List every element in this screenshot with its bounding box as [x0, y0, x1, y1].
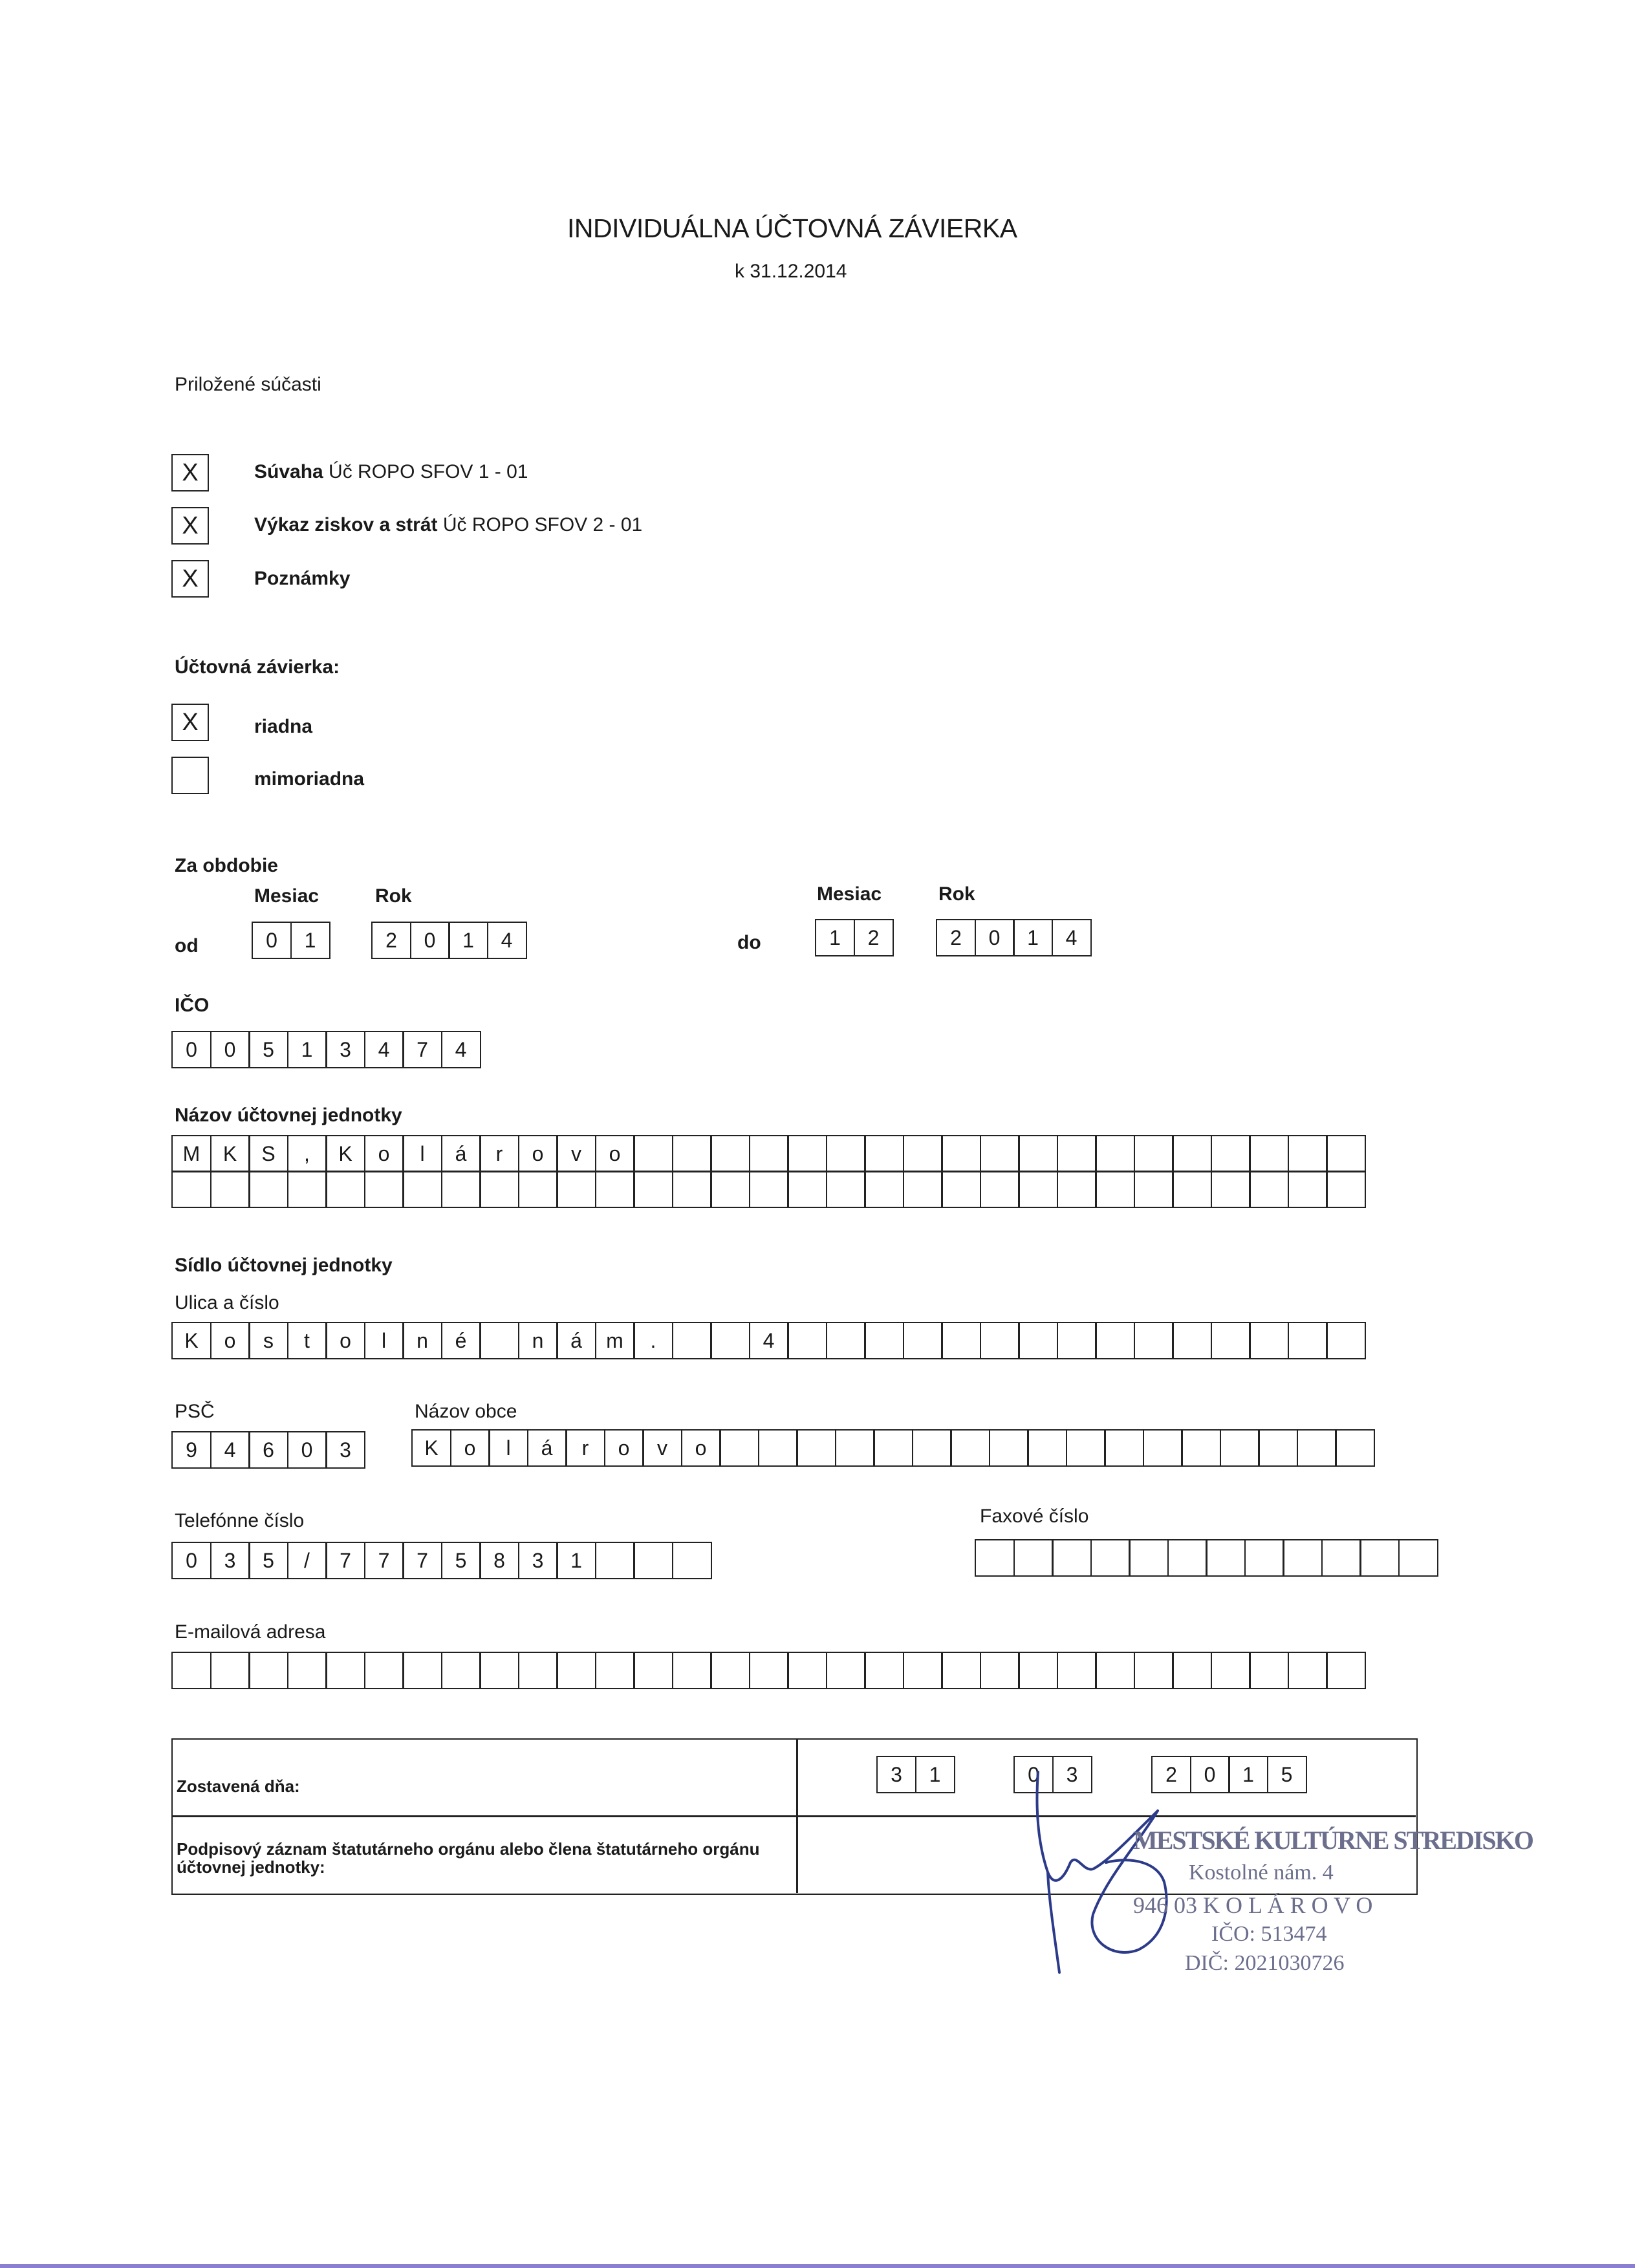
- char-cell: 0: [171, 1542, 211, 1579]
- char-cell: 7: [325, 1542, 365, 1579]
- fax-label: Faxové číslo: [980, 1506, 1089, 1527]
- char-cell: m: [595, 1322, 635, 1359]
- char-cell: [1244, 1539, 1284, 1577]
- char-cell: l: [364, 1322, 404, 1359]
- entity-name-row2[interactable]: [171, 1171, 1366, 1208]
- char-cell: [1321, 1539, 1361, 1577]
- char-cell: [441, 1171, 481, 1208]
- char-cell: á: [527, 1429, 567, 1467]
- char-cell: r: [479, 1135, 519, 1172]
- char-cell: [710, 1322, 750, 1359]
- attachment-label-suvaha: Súvaha Úč ROPO SFOV 1 - 01: [254, 461, 528, 482]
- char-cell: [1134, 1322, 1174, 1359]
- char-cell: [1326, 1135, 1366, 1172]
- closing-checkbox-extraordinary[interactable]: [171, 757, 209, 794]
- char-cell: [864, 1322, 904, 1359]
- char-cell: [171, 1652, 211, 1689]
- from-year-field[interactable]: [371, 922, 527, 959]
- char-cell: 1: [815, 919, 855, 956]
- char-cell: [787, 1135, 827, 1172]
- char-cell: [975, 1539, 1015, 1577]
- char-cell: [402, 1171, 442, 1208]
- document-title: INDIVIDUÁLNA ÚČTOVNÁ ZÁVIERKA: [567, 213, 1017, 243]
- char-cell: [1013, 1539, 1054, 1577]
- handwritten-signature: [1009, 1766, 1190, 1979]
- char-cell: 1: [1013, 919, 1053, 956]
- char-cell: [826, 1322, 866, 1359]
- char-cell: [1181, 1429, 1221, 1467]
- ico-field[interactable]: [171, 1031, 481, 1068]
- char-cell: [1129, 1539, 1169, 1577]
- char-cell: 8: [479, 1542, 519, 1579]
- char-cell: [1052, 1539, 1092, 1577]
- stamp-line-ico: IČO: 513474: [1211, 1922, 1327, 1946]
- char-cell: 0: [410, 922, 450, 959]
- char-cell: [1172, 1322, 1212, 1359]
- attachment-label-poznamky: Poznámky: [254, 568, 351, 589]
- char-cell: 5: [248, 1542, 288, 1579]
- char-cell: [787, 1171, 827, 1208]
- char-cell: [325, 1652, 365, 1689]
- char-cell: [787, 1322, 827, 1359]
- psc-label: PSČ: [175, 1401, 215, 1422]
- psc-field[interactable]: [171, 1431, 365, 1469]
- char-cell: [1211, 1652, 1251, 1689]
- char-cell: [1167, 1539, 1207, 1577]
- char-cell: r: [565, 1429, 605, 1467]
- char-cell: [595, 1652, 635, 1689]
- attachment-checkbox-poznamky[interactable]: X: [171, 560, 209, 598]
- char-cell: [787, 1652, 827, 1689]
- char-cell: 3: [1052, 1756, 1092, 1793]
- char-cell: [903, 1652, 943, 1689]
- attachments-label: Priložené súčasti: [175, 374, 321, 395]
- char-cell: 2: [1151, 1756, 1191, 1793]
- char-cell: o: [518, 1135, 558, 1172]
- char-cell: [1018, 1322, 1058, 1359]
- char-cell: o: [325, 1322, 365, 1359]
- char-cell: 0: [210, 1031, 250, 1068]
- char-cell: o: [604, 1429, 644, 1467]
- char-cell: o: [210, 1322, 250, 1359]
- compiled-day-field[interactable]: [876, 1756, 955, 1793]
- char-cell: 2: [371, 922, 411, 959]
- char-cell: [950, 1429, 990, 1467]
- char-cell: [1211, 1171, 1251, 1208]
- char-cell: 2: [936, 919, 976, 956]
- char-cell: [1095, 1135, 1135, 1172]
- char-cell: [364, 1652, 404, 1689]
- char-cell: o: [364, 1135, 404, 1172]
- entity-name-label: Názov účtovnej jednotky: [175, 1105, 402, 1126]
- stamp-line-dic: DIČ: 2021030726: [1185, 1951, 1345, 1975]
- char-cell: l: [402, 1135, 442, 1172]
- char-cell: 0: [1190, 1756, 1230, 1793]
- char-cell: [287, 1171, 327, 1208]
- char-cell: á: [441, 1135, 481, 1172]
- email-field[interactable]: [171, 1652, 1366, 1689]
- char-cell: [1359, 1539, 1400, 1577]
- char-cell: [941, 1171, 981, 1208]
- phone-label: Telefónne číslo: [175, 1510, 305, 1531]
- to-label: do: [737, 932, 761, 953]
- char-cell: [1211, 1322, 1251, 1359]
- char-cell: 4: [441, 1031, 481, 1068]
- char-cell: [1172, 1171, 1212, 1208]
- char-cell: o: [681, 1429, 721, 1467]
- char-cell: 4: [364, 1031, 404, 1068]
- char-cell: 4: [1052, 919, 1092, 956]
- char-cell: [989, 1429, 1029, 1467]
- char-cell: [210, 1652, 250, 1689]
- char-cell: K: [325, 1135, 365, 1172]
- char-cell: [749, 1135, 789, 1172]
- char-cell: K: [171, 1322, 211, 1359]
- char-cell: 7: [402, 1542, 442, 1579]
- char-cell: [835, 1429, 875, 1467]
- seat-label: Sídlo účtovnej jednotky: [175, 1255, 393, 1276]
- char-cell: [1172, 1652, 1212, 1689]
- char-cell: [1104, 1429, 1144, 1467]
- char-cell: 0: [252, 922, 292, 959]
- attachment-checkbox-suvaha[interactable]: X: [171, 454, 209, 491]
- char-cell: 3: [210, 1542, 250, 1579]
- fax-field[interactable]: [975, 1539, 1438, 1577]
- char-cell: [672, 1135, 712, 1172]
- char-cell: [826, 1171, 866, 1208]
- to-month-label: Mesiac: [817, 883, 882, 905]
- char-cell: ,: [287, 1135, 327, 1172]
- char-cell: 1: [287, 1031, 327, 1068]
- char-cell: [518, 1652, 558, 1689]
- char-cell: 5: [1267, 1756, 1307, 1793]
- email-label: E-mailová adresa: [175, 1621, 326, 1643]
- char-cell: [248, 1652, 288, 1689]
- char-cell: s: [248, 1322, 288, 1359]
- scan-edge: [0, 2264, 1635, 2268]
- char-cell: [1398, 1539, 1438, 1577]
- char-cell: o: [595, 1135, 635, 1172]
- char-cell: [941, 1135, 981, 1172]
- closing-option-extraordinary: mimoriadna: [254, 768, 365, 790]
- char-cell: t: [287, 1322, 327, 1359]
- char-cell: [980, 1652, 1020, 1689]
- char-cell: [710, 1171, 750, 1208]
- char-cell: é: [441, 1322, 481, 1359]
- char-cell: [1134, 1652, 1174, 1689]
- char-cell: [1134, 1171, 1174, 1208]
- char-cell: [672, 1652, 712, 1689]
- to-year-label: Rok: [938, 883, 975, 905]
- char-cell: [1206, 1539, 1246, 1577]
- char-cell: [633, 1171, 673, 1208]
- char-cell: .: [633, 1322, 673, 1359]
- char-cell: [1057, 1322, 1097, 1359]
- from-month-label: Mesiac: [254, 885, 319, 907]
- char-cell: 5: [441, 1542, 481, 1579]
- char-cell: [1249, 1652, 1289, 1689]
- phone-field[interactable]: [171, 1542, 712, 1579]
- char-cell: [595, 1171, 635, 1208]
- char-cell: [633, 1652, 673, 1689]
- char-cell: 0: [1013, 1756, 1054, 1793]
- char-cell: [556, 1171, 596, 1208]
- char-cell: [595, 1542, 635, 1579]
- char-cell: [873, 1429, 913, 1467]
- from-year-label: Rok: [375, 885, 412, 907]
- char-cell: [864, 1171, 904, 1208]
- char-cell: [1057, 1135, 1097, 1172]
- char-cell: [1326, 1171, 1366, 1208]
- attachment-checkbox-vykaz[interactable]: X: [171, 507, 209, 545]
- char-cell: [1258, 1429, 1298, 1467]
- char-cell: n: [518, 1322, 558, 1359]
- char-cell: [1326, 1322, 1366, 1359]
- char-cell: [758, 1429, 798, 1467]
- char-cell: 1: [290, 922, 330, 959]
- char-cell: M: [171, 1135, 211, 1172]
- char-cell: [1018, 1171, 1058, 1208]
- char-cell: 3: [876, 1756, 916, 1793]
- char-cell: [864, 1652, 904, 1689]
- char-cell: 9: [171, 1431, 211, 1469]
- char-cell: [1095, 1171, 1135, 1208]
- char-cell: n: [402, 1322, 442, 1359]
- char-cell: 7: [402, 1031, 442, 1068]
- char-cell: [633, 1135, 673, 1172]
- char-cell: [1057, 1652, 1097, 1689]
- char-cell: [1249, 1171, 1289, 1208]
- char-cell: [1326, 1652, 1366, 1689]
- char-cell: 1: [448, 922, 488, 959]
- char-cell: [1090, 1539, 1131, 1577]
- char-cell: [556, 1652, 596, 1689]
- char-cell: 4: [487, 922, 527, 959]
- char-cell: [796, 1429, 836, 1467]
- to-month-field[interactable]: [815, 919, 894, 956]
- char-cell: 4: [749, 1322, 789, 1359]
- char-cell: [749, 1171, 789, 1208]
- closing-checkbox-regular[interactable]: X: [171, 704, 209, 741]
- char-cell: [633, 1542, 673, 1579]
- char-cell: v: [556, 1135, 596, 1172]
- char-cell: [1095, 1322, 1135, 1359]
- city-field[interactable]: [411, 1429, 1375, 1467]
- char-cell: [325, 1171, 365, 1208]
- to-year-field[interactable]: [936, 919, 1092, 956]
- char-cell: á: [556, 1322, 596, 1359]
- char-cell: [980, 1171, 1020, 1208]
- char-cell: [1211, 1135, 1251, 1172]
- char-cell: [1018, 1135, 1058, 1172]
- closing-option-regular: riadna: [254, 716, 313, 737]
- char-cell: [864, 1135, 904, 1172]
- char-cell: o: [450, 1429, 490, 1467]
- char-cell: v: [642, 1429, 682, 1467]
- char-cell: [719, 1429, 759, 1467]
- char-cell: [1066, 1429, 1106, 1467]
- char-cell: 6: [248, 1431, 288, 1469]
- stamp-line-city: 946 03 K O L Á R O V O: [1133, 1892, 1373, 1918]
- char-cell: 1: [1228, 1756, 1268, 1793]
- char-cell: [479, 1322, 519, 1359]
- char-cell: [672, 1542, 712, 1579]
- char-cell: [710, 1652, 750, 1689]
- char-cell: [364, 1171, 404, 1208]
- char-cell: [980, 1135, 1020, 1172]
- char-cell: /: [287, 1542, 327, 1579]
- char-cell: [826, 1652, 866, 1689]
- char-cell: [941, 1322, 981, 1359]
- char-cell: [1288, 1171, 1328, 1208]
- char-cell: [1018, 1652, 1058, 1689]
- stamp-line-street: Kostolné nám. 4: [1189, 1861, 1334, 1885]
- char-cell: [1027, 1429, 1067, 1467]
- char-cell: [1143, 1429, 1183, 1467]
- char-cell: [441, 1652, 481, 1689]
- from-label: od: [175, 935, 199, 956]
- char-cell: 7: [364, 1542, 404, 1579]
- document-date: k 31.12.2014: [735, 261, 847, 282]
- char-cell: [903, 1322, 943, 1359]
- char-cell: [287, 1652, 327, 1689]
- char-cell: 2: [854, 919, 894, 956]
- char-cell: 0: [171, 1031, 211, 1068]
- char-cell: [710, 1135, 750, 1172]
- ico-label: IČO: [175, 995, 210, 1016]
- char-cell: [518, 1171, 558, 1208]
- stamp-line-name: MESTSKÉ KULTÚRNE STREDISKO: [1133, 1826, 1533, 1855]
- char-cell: [1335, 1429, 1375, 1467]
- char-cell: [210, 1171, 250, 1208]
- char-cell: [1288, 1322, 1328, 1359]
- signature-label: Podpisový záznam štatutárneho orgánu alebo člena štatutárneho orgánu účtovnej jednotky:: [177, 1839, 760, 1877]
- street-field[interactable]: [171, 1322, 1366, 1359]
- char-cell: [941, 1652, 981, 1689]
- char-cell: [479, 1171, 519, 1208]
- char-cell: [248, 1171, 288, 1208]
- char-cell: l: [488, 1429, 528, 1467]
- char-cell: [1297, 1429, 1337, 1467]
- char-cell: [672, 1171, 712, 1208]
- char-cell: [826, 1135, 866, 1172]
- city-label: Názov obce: [415, 1401, 517, 1422]
- char-cell: [672, 1322, 712, 1359]
- char-cell: 3: [325, 1431, 365, 1469]
- char-cell: 3: [325, 1031, 365, 1068]
- attachment-label-vykaz: Výkaz ziskov a strát Úč ROPO SFOV 2 - 01: [254, 514, 643, 535]
- street-label: Ulica a číslo: [175, 1292, 279, 1313]
- char-cell: [749, 1652, 789, 1689]
- char-cell: K: [411, 1429, 451, 1467]
- char-cell: [980, 1322, 1020, 1359]
- char-cell: 1: [556, 1542, 596, 1579]
- char-cell: 5: [248, 1031, 288, 1068]
- char-cell: 1: [915, 1756, 955, 1793]
- char-cell: [1172, 1135, 1212, 1172]
- char-cell: [1134, 1135, 1174, 1172]
- char-cell: 0: [287, 1431, 327, 1469]
- char-cell: K: [210, 1135, 250, 1172]
- char-cell: [402, 1652, 442, 1689]
- char-cell: [903, 1171, 943, 1208]
- char-cell: [1249, 1322, 1289, 1359]
- compiled-label: Zostavená dňa:: [177, 1777, 300, 1796]
- closing-type-label: Účtovná závierka:: [175, 656, 340, 678]
- char-cell: [1220, 1429, 1260, 1467]
- char-cell: [1283, 1539, 1323, 1577]
- from-month-field[interactable]: [252, 922, 330, 959]
- char-cell: 4: [210, 1431, 250, 1469]
- char-cell: [479, 1652, 519, 1689]
- char-cell: [1288, 1135, 1328, 1172]
- period-label: Za obdobie: [175, 855, 278, 876]
- char-cell: [1249, 1135, 1289, 1172]
- char-cell: 3: [518, 1542, 558, 1579]
- char-cell: [1095, 1652, 1135, 1689]
- char-cell: [903, 1135, 943, 1172]
- char-cell: [1288, 1652, 1328, 1689]
- entity-name-row1[interactable]: [171, 1135, 1366, 1172]
- char-cell: [1057, 1171, 1097, 1208]
- char-cell: [912, 1429, 952, 1467]
- char-cell: S: [248, 1135, 288, 1172]
- char-cell: [171, 1171, 211, 1208]
- char-cell: 0: [975, 919, 1015, 956]
